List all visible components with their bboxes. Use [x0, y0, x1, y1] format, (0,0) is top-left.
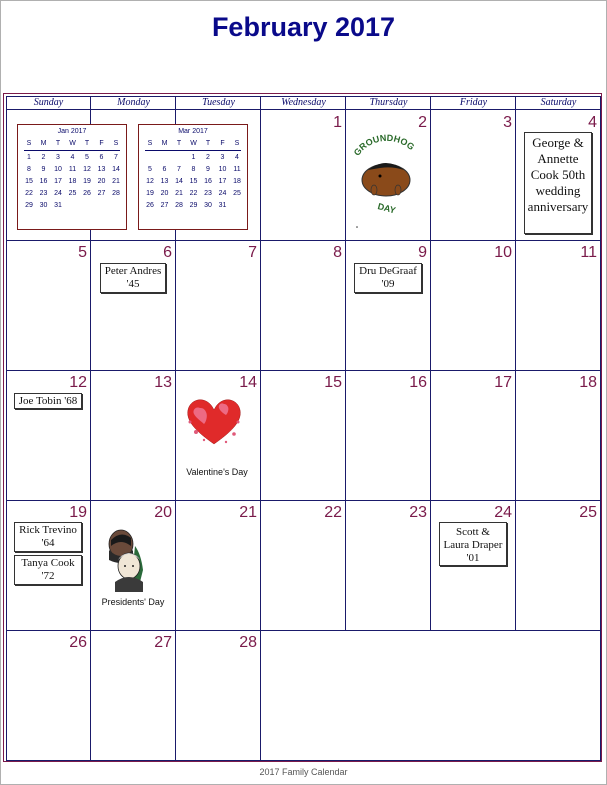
mini-calendar-day: 8	[27, 166, 31, 173]
grid-line	[6, 240, 601, 241]
mini-calendar-day: 13	[97, 166, 106, 173]
mini-calendar-day: 17	[54, 178, 62, 185]
mini-calendar-weekday: S	[113, 140, 119, 147]
day-number: 6	[163, 244, 172, 261]
mini-calendar-day: 29	[189, 202, 198, 209]
mini-calendar-weekday: W	[69, 140, 76, 147]
mini-calendar-day: 21	[112, 178, 120, 185]
day-number: 14	[239, 374, 257, 391]
day-number: 16	[409, 374, 427, 391]
weekday-header-sunday: Sunday	[6, 96, 91, 110]
mini-calendar-day: 6	[162, 166, 167, 173]
mini-calendar-weekday: M	[40, 140, 47, 147]
mini-calendar-day: 28	[175, 202, 183, 209]
mini-calendar-day: 4	[70, 154, 75, 161]
event-joe-tobin: Joe Tobin '68	[14, 393, 82, 409]
event-dru-degraaf: Dru DeGraaf '09	[354, 263, 422, 293]
mini-calendar-day: 18	[233, 178, 241, 185]
mini-calendar-day: 21	[175, 190, 183, 197]
mini-calendar-day: 5	[85, 154, 89, 161]
mini-calendar-day: 22	[189, 190, 198, 197]
mini-calendar-weekday: T	[205, 140, 211, 147]
mini-calendar-day: 11	[68, 166, 77, 173]
weekday-header-tuesday: Tuesday	[176, 96, 261, 110]
mini-calendar-day: 23	[204, 190, 212, 197]
day-number: 18	[579, 374, 597, 391]
day-number: 15	[324, 374, 342, 391]
mini-calendar-rule	[24, 150, 120, 151]
mini-calendar-january	[17, 124, 127, 230]
mini-calendar-day: 22	[25, 190, 33, 197]
mini-calendar-day: 23	[39, 190, 48, 197]
day-number: 10	[494, 244, 512, 261]
grid-line	[6, 500, 601, 501]
mini-calendar-day: 26	[83, 190, 91, 197]
mini-calendar-day: 17	[218, 178, 227, 185]
day-number: 13	[154, 374, 172, 391]
weekday-header-saturday: Saturday	[516, 96, 601, 110]
mini-calendar-day: 6	[99, 154, 104, 161]
mini-calendar-weekday: W	[190, 140, 197, 147]
grid-line	[6, 630, 601, 631]
mini-calendar-day: 2	[206, 154, 210, 161]
mini-calendar-weekday: T	[55, 140, 61, 147]
grid-line	[260, 96, 261, 761]
mini-calendar-day: 7	[177, 166, 181, 173]
day-number: 1	[333, 114, 342, 131]
mini-calendar-day: 20	[160, 190, 169, 197]
mini-calendar-weekday: T	[84, 140, 90, 147]
day-number: 27	[154, 634, 172, 651]
grid-line	[345, 96, 346, 631]
mini-calendar-weekday: T	[176, 140, 182, 147]
day-number: 5	[78, 244, 87, 261]
day-number: 17	[494, 374, 512, 391]
mini-calendar-day: 27	[97, 190, 106, 197]
day-number: 7	[248, 244, 257, 261]
day-number: 11	[580, 244, 597, 261]
mini-calendar-day: 26	[146, 202, 154, 209]
mini-calendar-day: 10	[218, 166, 227, 173]
mini-calendar-day: 1	[191, 154, 196, 161]
day-number: 24	[494, 504, 512, 521]
mini-calendar-day: 24	[54, 190, 62, 197]
day-number: 23	[409, 504, 427, 521]
grid-line	[430, 96, 431, 631]
weekday-header-monday: Monday	[91, 96, 176, 110]
event-cook-anniversary: George & Annette Cook 50th wedding anniversary	[524, 132, 592, 234]
event-tanya-cook: Tanya Cook '72	[14, 555, 82, 585]
mini-calendar-day: 9	[206, 166, 210, 173]
mini-calendar-day: 9	[41, 166, 46, 173]
mini-calendar-day: 15	[25, 178, 33, 185]
mini-calendar-day: 25	[68, 190, 77, 197]
mini-calendar-day: 8	[191, 166, 196, 173]
mini-calendar-day: 5	[148, 166, 152, 173]
day-number: 21	[239, 504, 257, 521]
weekday-header-thursday: Thursday	[346, 96, 431, 110]
mini-calendar-day: 1	[27, 154, 31, 161]
mini-calendar-day: 4	[235, 154, 239, 161]
mini-calendar-day: 29	[25, 202, 33, 209]
mini-calendar-weekday: F	[220, 140, 225, 147]
day-number: 2	[418, 114, 427, 131]
mini-calendar-day: 15	[189, 178, 198, 185]
mini-calendar-title: Mar 2017	[178, 128, 208, 135]
day-number: 26	[69, 634, 87, 651]
mini-calendar-day: 2	[41, 154, 46, 161]
mini-calendar-day: 18	[68, 178, 77, 185]
day-number: 25	[579, 504, 597, 521]
holiday-valentines: Valentine's Day	[186, 467, 248, 477]
day-number: 3	[503, 114, 512, 131]
mini-calendar-weekday: F	[99, 140, 104, 147]
day-number: 20	[154, 504, 172, 521]
day-number: 22	[324, 504, 342, 521]
groundhog-banner: GROUNDHOG	[352, 132, 417, 158]
event-scott-laura-draper: Scott & Laura Draper '01	[439, 522, 507, 566]
mini-calendar-day: 30	[204, 202, 212, 209]
mini-calendar-weekday: M	[161, 140, 168, 147]
day-number: 9	[418, 244, 427, 261]
mini-calendar-day: 14	[112, 166, 120, 173]
mini-calendar-day: 20	[97, 178, 106, 185]
mini-calendar-day: 31	[54, 202, 62, 209]
mini-calendar-day: 7	[114, 154, 118, 161]
mini-calendar-weekday: S	[234, 140, 240, 147]
heart-icon	[184, 392, 244, 448]
mini-calendar-day: 25	[233, 190, 241, 197]
mini-calendar-weekday: S	[26, 140, 32, 147]
day-number: 19	[69, 504, 87, 521]
event-peter-andres: Peter Andres '45	[100, 263, 166, 293]
mini-calendar-day: 24	[218, 190, 227, 197]
day-number: 4	[588, 114, 597, 131]
page-footer: 2017 Family Calendar	[259, 767, 348, 777]
groundhog-icon	[352, 132, 422, 232]
mini-calendar-day: 16	[204, 178, 212, 185]
svg-text:DAY: DAY	[376, 201, 397, 216]
mini-calendar-weekday: S	[147, 140, 153, 147]
holiday-presidents: Presidents' Day	[101, 597, 165, 607]
presidents-icon	[103, 526, 149, 594]
mini-calendar-day: 3	[220, 154, 225, 161]
mini-calendar-rule	[145, 150, 241, 151]
mini-calendar-day: 3	[56, 154, 60, 161]
day-number: 28	[239, 634, 257, 651]
mini-calendar-day: 14	[175, 178, 183, 185]
mini-calendar-day: 12	[83, 166, 91, 173]
mini-calendar-day: 19	[83, 178, 91, 185]
mini-calendar-day: 10	[54, 166, 62, 173]
mini-calendar-day: 13	[160, 178, 169, 185]
weekday-header-wednesday: Wednesday	[261, 96, 346, 110]
event-rick-trevino: Rick Trevino '64	[14, 522, 82, 552]
mini-calendar-day: 28	[112, 190, 120, 197]
mini-calendar-day: 19	[146, 190, 154, 197]
mini-calendar-day: 12	[146, 178, 154, 185]
mini-calendar-march	[138, 124, 248, 230]
day-number: 12	[69, 374, 87, 391]
mini-calendar-title: Jan 2017	[57, 128, 87, 135]
grid-line	[6, 370, 601, 371]
grid-line	[515, 96, 516, 631]
page-title: February 2017	[211, 12, 396, 42]
mini-calendar-day: 30	[39, 202, 48, 209]
mini-calendar-day: 11	[233, 166, 241, 173]
day-number: 8	[333, 244, 342, 261]
mini-calendar-day: 16	[39, 178, 48, 185]
mini-calendar-day: 27	[160, 202, 169, 209]
mini-calendar-day: 31	[218, 202, 227, 209]
weekday-header-friday: Friday	[431, 96, 516, 110]
